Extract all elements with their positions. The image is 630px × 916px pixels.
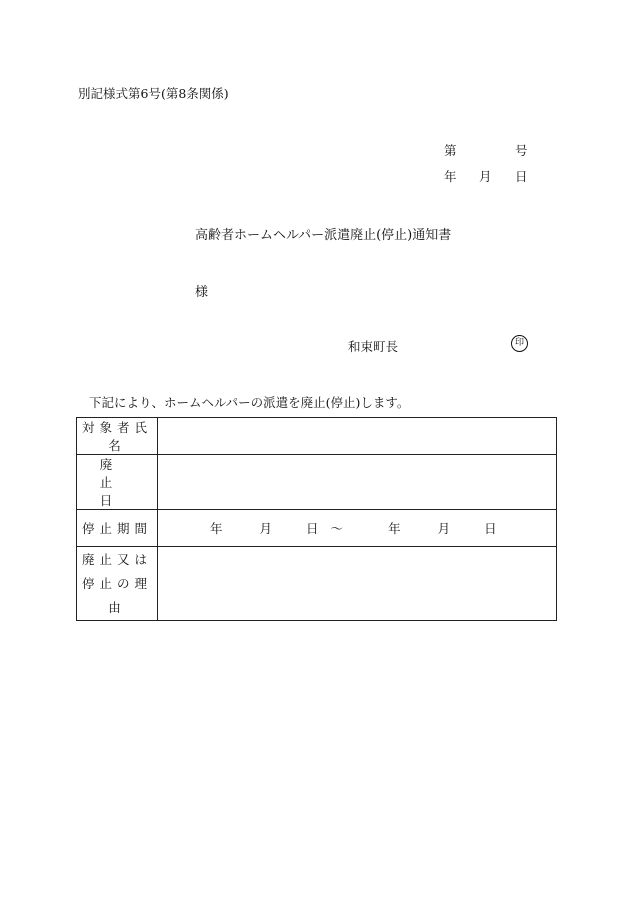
suspension-period-range xyxy=(158,519,556,537)
period-end-day: 日 xyxy=(484,521,497,536)
subject-name-field[interactable] xyxy=(158,418,557,455)
issue-date-month: 月 xyxy=(479,169,492,184)
form-reference: 別記様式第6号(第8条関係) xyxy=(78,86,229,101)
period-start-month: 月 xyxy=(259,521,273,536)
recipient-honorific: 様 xyxy=(195,285,209,300)
issue-date-day: 日 xyxy=(515,169,528,184)
abolish-date-label: 廃止日 xyxy=(77,455,158,510)
seal-mark: 印 xyxy=(511,335,528,352)
document-title: 高齢者ホームヘルパー派遣廃止(停止)通知書 xyxy=(195,228,452,243)
reason-label-line1: 廃止又は xyxy=(81,551,152,567)
intro-text: 下記により、ホームヘルパーの派遣を廃止(停止)します。 xyxy=(89,395,410,410)
issue-date-year: 年 xyxy=(444,169,457,184)
notice-form-table xyxy=(76,417,557,621)
period-start-day: 日 xyxy=(306,521,319,536)
period-end-year: 年 xyxy=(388,521,401,536)
suspension-period-field[interactable] xyxy=(158,510,557,547)
table-row-reason xyxy=(77,547,557,621)
document-number-label: 第 xyxy=(444,143,457,158)
table-row-suspension-period xyxy=(77,510,557,547)
subject-name-label: 対象者氏名 xyxy=(77,418,158,455)
issuer-name: 和束町長 xyxy=(348,339,399,354)
abolish-date-field[interactable] xyxy=(158,455,557,510)
period-start-year: 年 xyxy=(210,521,223,536)
document-number-suffix: 号 xyxy=(515,143,528,158)
period-end-month: 月 xyxy=(437,521,451,536)
table-row-abolish-date xyxy=(77,455,557,510)
period-tilde: ～ xyxy=(330,521,344,536)
reason-label xyxy=(77,547,158,621)
reason-label-line2: 停止の理由 xyxy=(81,575,152,615)
suspension-period-label: 停止期間 xyxy=(77,510,158,547)
reason-field[interactable] xyxy=(158,547,557,621)
table-row-subject-name xyxy=(77,418,557,455)
